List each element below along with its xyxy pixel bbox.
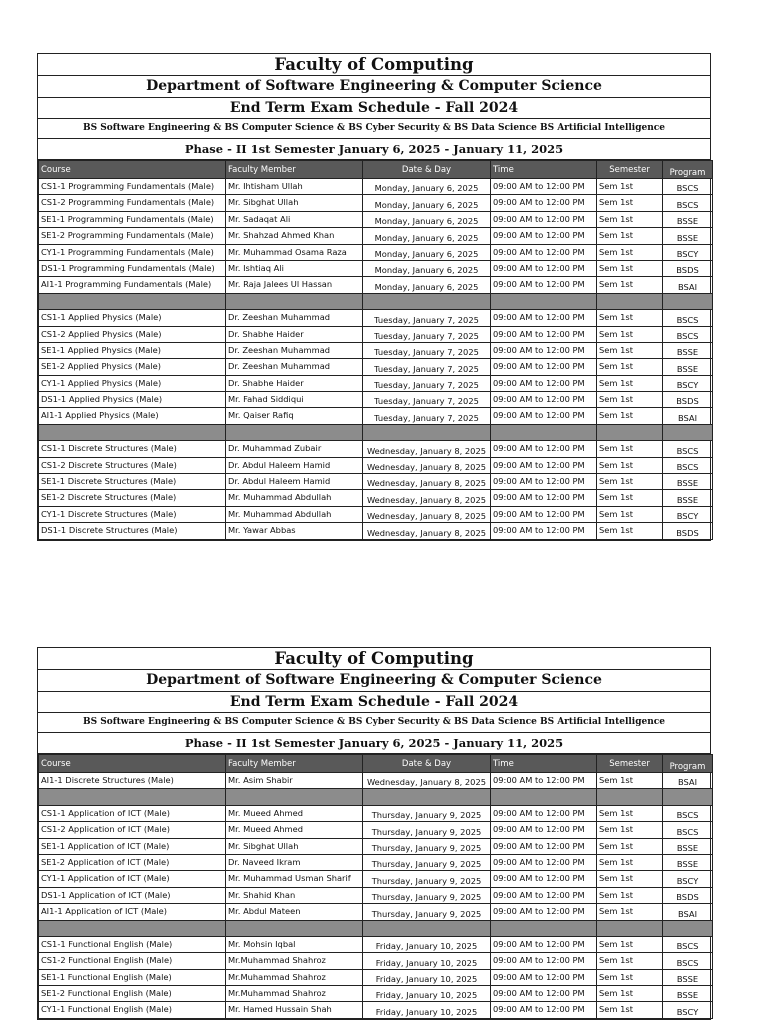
date-cell: Thursday, January 9, 2025: [363, 838, 491, 854]
separator-cell: [597, 424, 663, 440]
course-cell: DS1-1 Applied Physics (Male): [39, 392, 226, 408]
faculty-cell: Mr. Mueed Ahmed: [226, 805, 363, 821]
date-cell: Tuesday, January 7, 2025: [363, 310, 491, 326]
semester-cell: Sem 1st: [597, 474, 663, 490]
semester-cell: Sem 1st: [597, 506, 663, 522]
table-row: [39, 1002, 713, 1018]
course-cell: CS1-1 Applied Physics (Male): [39, 310, 226, 326]
faculty-cell: Dr. Zeeshan Muhammad: [226, 359, 363, 375]
faculty-cell: Mr. Sibghat Ullah: [226, 838, 363, 854]
time-cell: 09:00 AM to 12:00 PM: [491, 326, 597, 342]
separator-cell: [363, 789, 491, 805]
faculty-title: Faculty of Computing: [38, 648, 710, 670]
col-faculty: Faculty Member: [226, 755, 363, 773]
course-cell: CY1-1 Application of ICT (Male): [39, 871, 226, 887]
faculty-cell: Mr. Raja Jalees Ul Hassan: [226, 277, 363, 293]
faculty-cell: Mr.Muhammad Shahroz: [226, 986, 363, 1002]
semester-cell: Sem 1st: [597, 490, 663, 506]
table-row: [39, 326, 713, 342]
program-cell: BSSE: [663, 342, 713, 358]
table-row: [39, 441, 713, 457]
program-cell: BSDS: [663, 523, 713, 539]
date-cell: Tuesday, January 7, 2025: [363, 408, 491, 424]
separator-cell: [39, 293, 226, 309]
table-row: [39, 969, 713, 985]
separator-cell: [226, 789, 363, 805]
time-cell: 09:00 AM to 12:00 PM: [491, 1002, 597, 1018]
date-cell: Wednesday, January 8, 2025: [363, 490, 491, 506]
table-row: [39, 408, 713, 424]
course-cell: CY1-1 Programming Fundamentals (Male): [39, 244, 226, 260]
separator-cell: [663, 293, 713, 309]
course-cell: CS1-1 Programming Fundamentals (Male): [39, 179, 226, 195]
program-cell: BSDS: [663, 260, 713, 276]
department-title: Department of Software Engineering & Computer Science: [38, 76, 710, 98]
separator-row: [39, 293, 713, 309]
program-cell: BSCY: [663, 1002, 713, 1018]
semester-cell: Sem 1st: [597, 392, 663, 408]
program-cell: BSCY: [663, 871, 713, 887]
table-row: [39, 392, 713, 408]
date-cell: Wednesday, January 8, 2025: [363, 773, 491, 789]
date-cell: Monday, January 6, 2025: [363, 179, 491, 195]
time-cell: 09:00 AM to 12:00 PM: [491, 986, 597, 1002]
faculty-cell: Dr. Abdul Haleem Hamid: [226, 457, 363, 473]
schedule-title: End Term Exam Schedule - Fall 2024: [38, 692, 710, 713]
faculty-cell: Mr. Ishtiaq Ali: [226, 260, 363, 276]
date-cell: Friday, January 10, 2025: [363, 936, 491, 952]
faculty-cell: Mr. Shahzad Ahmed Khan: [226, 228, 363, 244]
faculty-cell: Dr. Abdul Haleem Hamid: [226, 474, 363, 490]
semester-cell: Sem 1st: [597, 871, 663, 887]
time-cell: 09:00 AM to 12:00 PM: [491, 310, 597, 326]
table-header-row: [39, 161, 713, 179]
faculty-cell: Mr. Muhammad Osama Raza: [226, 244, 363, 260]
program-cell: BSAI: [663, 277, 713, 293]
semester-cell: Sem 1st: [597, 244, 663, 260]
time-cell: 09:00 AM to 12:00 PM: [491, 457, 597, 473]
table-row: [39, 822, 713, 838]
course-cell: SE1-1 Application of ICT (Male): [39, 838, 226, 854]
course-cell: SE1-1 Discrete Structures (Male): [39, 474, 226, 490]
date-cell: Thursday, January 9, 2025: [363, 854, 491, 870]
separator-cell: [663, 789, 713, 805]
table-row: [39, 375, 713, 391]
time-cell: 09:00 AM to 12:00 PM: [491, 822, 597, 838]
time-cell: 09:00 AM to 12:00 PM: [491, 392, 597, 408]
phase-line: Phase - II 1st Semester January 6, 2025 - January 11, 2025: [38, 733, 710, 754]
date-cell: Monday, January 6, 2025: [363, 195, 491, 211]
separator-row: [39, 920, 713, 936]
semester-cell: Sem 1st: [597, 342, 663, 358]
time-cell: 09:00 AM to 12:00 PM: [491, 195, 597, 211]
course-cell: AI1-1 Application of ICT (Male): [39, 904, 226, 920]
date-cell: Tuesday, January 7, 2025: [363, 326, 491, 342]
semester-cell: Sem 1st: [597, 228, 663, 244]
time-cell: 09:00 AM to 12:00 PM: [491, 277, 597, 293]
semester-cell: Sem 1st: [597, 822, 663, 838]
time-cell: 09:00 AM to 12:00 PM: [491, 441, 597, 457]
faculty-cell: Mr. Fahad Siddiqui: [226, 392, 363, 408]
separator-cell: [226, 920, 363, 936]
separator-cell: [491, 293, 597, 309]
semester-cell: Sem 1st: [597, 887, 663, 903]
table-row: [39, 523, 713, 539]
table-row: [39, 195, 713, 211]
time-cell: 09:00 AM to 12:00 PM: [491, 887, 597, 903]
table-row: [39, 179, 713, 195]
program-cell: BSCS: [663, 326, 713, 342]
table-row: [39, 506, 713, 522]
table-row: [39, 457, 713, 473]
course-cell: CS1-2 Discrete Structures (Male): [39, 457, 226, 473]
time-cell: 09:00 AM to 12:00 PM: [491, 342, 597, 358]
course-cell: SE1-1 Applied Physics (Male): [39, 342, 226, 358]
faculty-cell: Mr. Muhammad Usman Sharif: [226, 871, 363, 887]
table-row: [39, 211, 713, 227]
course-cell: CS1-1 Functional English (Male): [39, 936, 226, 952]
separator-cell: [363, 293, 491, 309]
program-cell: BSDS: [663, 392, 713, 408]
semester-cell: Sem 1st: [597, 854, 663, 870]
time-cell: 09:00 AM to 12:00 PM: [491, 523, 597, 539]
program-cell: BSSE: [663, 228, 713, 244]
separator-cell: [226, 293, 363, 309]
faculty-cell: Mr. Shahid Khan: [226, 887, 363, 903]
table-row: [39, 490, 713, 506]
semester-cell: Sem 1st: [597, 277, 663, 293]
separator-row: [39, 424, 713, 440]
faculty-cell: Mr. Yawar Abbas: [226, 523, 363, 539]
table-row: [39, 244, 713, 260]
time-cell: 09:00 AM to 12:00 PM: [491, 244, 597, 260]
program-cell: BSCS: [663, 953, 713, 969]
faculty-cell: Mr. Muhammad Abdullah: [226, 490, 363, 506]
course-cell: AI1-1 Discrete Structures (Male): [39, 773, 226, 789]
program-cell: BSAI: [663, 773, 713, 789]
time-cell: 09:00 AM to 12:00 PM: [491, 838, 597, 854]
faculty-cell: Mr. Sadaqat Ali: [226, 211, 363, 227]
semester-cell: Sem 1st: [597, 1002, 663, 1018]
course-cell: CS1-2 Programming Fundamentals (Male): [39, 195, 226, 211]
faculty-cell: Mr. Muhammad Abdullah: [226, 506, 363, 522]
faculty-cell: Dr. Shabhe Haider: [226, 326, 363, 342]
time-cell: 09:00 AM to 12:00 PM: [491, 773, 597, 789]
separator-cell: [39, 920, 226, 936]
time-cell: 09:00 AM to 12:00 PM: [491, 871, 597, 887]
separator-cell: [597, 920, 663, 936]
table-row: [39, 277, 713, 293]
semester-cell: Sem 1st: [597, 375, 663, 391]
faculty-cell: Mr. Asim Shabir: [226, 773, 363, 789]
faculty-cell: Dr. Zeeshan Muhammad: [226, 310, 363, 326]
semester-cell: Sem 1st: [597, 326, 663, 342]
faculty-cell: Mr. Mohsin Iqbal: [226, 936, 363, 952]
course-cell: CY1-1 Applied Physics (Male): [39, 375, 226, 391]
faculty-cell: Mr. Abdul Mateen: [226, 904, 363, 920]
semester-cell: Sem 1st: [597, 179, 663, 195]
semester-cell: Sem 1st: [597, 953, 663, 969]
separator-cell: [363, 424, 491, 440]
table-row: [39, 359, 713, 375]
date-cell: Wednesday, January 8, 2025: [363, 474, 491, 490]
semester-cell: Sem 1st: [597, 523, 663, 539]
date-cell: Thursday, January 9, 2025: [363, 805, 491, 821]
date-cell: Friday, January 10, 2025: [363, 953, 491, 969]
course-cell: CS1-1 Application of ICT (Male): [39, 805, 226, 821]
time-cell: 09:00 AM to 12:00 PM: [491, 359, 597, 375]
course-cell: AI1-1 Applied Physics (Male): [39, 408, 226, 424]
semester-cell: Sem 1st: [597, 211, 663, 227]
schedule-table: [38, 754, 713, 1019]
separator-cell: [663, 920, 713, 936]
separator-cell: [663, 424, 713, 440]
separator-cell: [597, 293, 663, 309]
table-row: [39, 310, 713, 326]
semester-cell: Sem 1st: [597, 359, 663, 375]
program-cell: BSSE: [663, 211, 713, 227]
program-cell: BSCY: [663, 375, 713, 391]
table-row: [39, 838, 713, 854]
faculty-cell: Dr. Muhammad Zubair: [226, 441, 363, 457]
program-cell: BSSE: [663, 474, 713, 490]
table-row: [39, 953, 713, 969]
time-cell: 09:00 AM to 12:00 PM: [491, 260, 597, 276]
department-title: Department of Software Engineering & Computer Science: [38, 670, 710, 692]
course-cell: CS1-2 Applied Physics (Male): [39, 326, 226, 342]
table-row: [39, 986, 713, 1002]
course-cell: CY1-1 Functional English (Male): [39, 1002, 226, 1018]
table-header-row: [39, 755, 713, 773]
faculty-cell: Mr. Mueed Ahmed: [226, 822, 363, 838]
table-row: [39, 887, 713, 903]
table-row: [39, 342, 713, 358]
time-cell: 09:00 AM to 12:00 PM: [491, 969, 597, 985]
course-cell: SE1-1 Functional English (Male): [39, 969, 226, 985]
program-cell: BSAI: [663, 904, 713, 920]
program-cell: BSSE: [663, 986, 713, 1002]
semester-cell: Sem 1st: [597, 838, 663, 854]
time-cell: 09:00 AM to 12:00 PM: [491, 936, 597, 952]
table-row: [39, 854, 713, 870]
date-cell: Friday, January 10, 2025: [363, 986, 491, 1002]
schedule-table: [38, 160, 713, 540]
date-cell: Wednesday, January 8, 2025: [363, 506, 491, 522]
course-cell: SE1-2 Applied Physics (Male): [39, 359, 226, 375]
time-cell: 09:00 AM to 12:00 PM: [491, 506, 597, 522]
separator-cell: [491, 424, 597, 440]
program-cell: BSCS: [663, 195, 713, 211]
semester-cell: Sem 1st: [597, 986, 663, 1002]
course-cell: CY1-1 Discrete Structures (Male): [39, 506, 226, 522]
separator-cell: [491, 789, 597, 805]
date-cell: Thursday, January 9, 2025: [363, 887, 491, 903]
phase-line: Phase - II 1st Semester January 6, 2025 - January 11, 2025: [38, 139, 710, 160]
date-cell: Monday, January 6, 2025: [363, 244, 491, 260]
separator-row: [39, 789, 713, 805]
semester-cell: Sem 1st: [597, 904, 663, 920]
table-row: [39, 228, 713, 244]
course-cell: DS1-1 Application of ICT (Male): [39, 887, 226, 903]
faculty-cell: Mr.Muhammad Shahroz: [226, 953, 363, 969]
time-cell: 09:00 AM to 12:00 PM: [491, 854, 597, 870]
separator-cell: [491, 920, 597, 936]
course-cell: SE1-2 Functional English (Male): [39, 986, 226, 1002]
course-cell: CS1-2 Functional English (Male): [39, 953, 226, 969]
program-cell: BSCS: [663, 441, 713, 457]
programs-line: BS Software Engineering & BS Computer Science & BS Cyber Security & BS Data Science BS Artificial Intelligence: [38, 119, 710, 139]
date-cell: Wednesday, January 8, 2025: [363, 457, 491, 473]
semester-cell: Sem 1st: [597, 441, 663, 457]
time-cell: 09:00 AM to 12:00 PM: [491, 408, 597, 424]
course-cell: AI1-1 Programming Fundamentals (Male): [39, 277, 226, 293]
col-program: Program: [663, 755, 713, 773]
time-cell: 09:00 AM to 12:00 PM: [491, 228, 597, 244]
semester-cell: Sem 1st: [597, 260, 663, 276]
time-cell: 09:00 AM to 12:00 PM: [491, 953, 597, 969]
col-semester: Semester: [597, 755, 663, 773]
schedule-title: End Term Exam Schedule - Fall 2024: [38, 98, 710, 119]
separator-cell: [39, 789, 226, 805]
programs-line: BS Software Engineering & BS Computer Science & BS Cyber Security & BS Data Science BS Artificial Intelligence: [38, 713, 710, 733]
semester-cell: Sem 1st: [597, 936, 663, 952]
date-cell: Wednesday, January 8, 2025: [363, 523, 491, 539]
date-cell: Tuesday, January 7, 2025: [363, 342, 491, 358]
col-faculty: Faculty Member: [226, 161, 363, 179]
semester-cell: Sem 1st: [597, 195, 663, 211]
table-row: [39, 936, 713, 952]
program-cell: BSSE: [663, 490, 713, 506]
program-cell: BSAI: [663, 408, 713, 424]
course-cell: SE1-1 Programming Fundamentals (Male): [39, 211, 226, 227]
program-cell: BSSE: [663, 359, 713, 375]
date-cell: Friday, January 10, 2025: [363, 969, 491, 985]
table-row: [39, 260, 713, 276]
col-date: Date & Day: [363, 755, 491, 773]
table-row: [39, 871, 713, 887]
date-cell: Monday, January 6, 2025: [363, 277, 491, 293]
semester-cell: Sem 1st: [597, 805, 663, 821]
program-cell: BSCS: [663, 179, 713, 195]
faculty-cell: Mr. Ihtisham Ullah: [226, 179, 363, 195]
program-cell: BSCY: [663, 506, 713, 522]
course-cell: DS1-1 Programming Fundamentals (Male): [39, 260, 226, 276]
program-cell: BSSE: [663, 969, 713, 985]
faculty-cell: Dr. Zeeshan Muhammad: [226, 342, 363, 358]
course-cell: CS1-1 Discrete Structures (Male): [39, 441, 226, 457]
semester-cell: Sem 1st: [597, 408, 663, 424]
program-cell: BSCS: [663, 457, 713, 473]
program-cell: BSSE: [663, 838, 713, 854]
date-cell: Tuesday, January 7, 2025: [363, 359, 491, 375]
table-row: [39, 805, 713, 821]
time-cell: 09:00 AM to 12:00 PM: [491, 904, 597, 920]
program-cell: BSDS: [663, 887, 713, 903]
course-cell: SE1-2 Application of ICT (Male): [39, 854, 226, 870]
table-row: [39, 773, 713, 789]
time-cell: 09:00 AM to 12:00 PM: [491, 179, 597, 195]
date-cell: Tuesday, January 7, 2025: [363, 392, 491, 408]
faculty-cell: Dr. Shabhe Haider: [226, 375, 363, 391]
date-cell: Monday, January 6, 2025: [363, 260, 491, 276]
date-cell: Thursday, January 9, 2025: [363, 871, 491, 887]
date-cell: Thursday, January 9, 2025: [363, 904, 491, 920]
date-cell: Monday, January 6, 2025: [363, 228, 491, 244]
date-cell: Wednesday, January 8, 2025: [363, 441, 491, 457]
separator-cell: [39, 424, 226, 440]
table-row: [39, 904, 713, 920]
time-cell: 09:00 AM to 12:00 PM: [491, 490, 597, 506]
program-cell: BSCS: [663, 936, 713, 952]
date-cell: Monday, January 6, 2025: [363, 211, 491, 227]
semester-cell: Sem 1st: [597, 457, 663, 473]
date-cell: Friday, January 10, 2025: [363, 1002, 491, 1018]
course-cell: SE1-2 Programming Fundamentals (Male): [39, 228, 226, 244]
time-cell: 09:00 AM to 12:00 PM: [491, 211, 597, 227]
col-time: Time: [491, 755, 597, 773]
faculty-cell: Mr. Sibghat Ullah: [226, 195, 363, 211]
schedule-sheet-1: [37, 53, 711, 541]
col-course: Course: [39, 161, 226, 179]
date-cell: Tuesday, January 7, 2025: [363, 375, 491, 391]
col-course: Course: [39, 755, 226, 773]
time-cell: 09:00 AM to 12:00 PM: [491, 375, 597, 391]
separator-cell: [226, 424, 363, 440]
program-cell: BSCS: [663, 310, 713, 326]
separator-cell: [363, 920, 491, 936]
faculty-cell: Mr.Muhammad Shahroz: [226, 969, 363, 985]
program-cell: BSCY: [663, 244, 713, 260]
date-cell: Thursday, January 9, 2025: [363, 822, 491, 838]
course-cell: SE1-2 Discrete Structures (Male): [39, 490, 226, 506]
col-date: Date & Day: [363, 161, 491, 179]
table-row: [39, 474, 713, 490]
time-cell: 09:00 AM to 12:00 PM: [491, 474, 597, 490]
faculty-cell: Dr. Naveed Ikram: [226, 854, 363, 870]
faculty-cell: Mr. Hamed Hussain Shah: [226, 1002, 363, 1018]
semester-cell: Sem 1st: [597, 773, 663, 789]
schedule-sheet-2: [37, 647, 711, 1020]
col-program: Program: [663, 161, 713, 179]
program-cell: BSSE: [663, 854, 713, 870]
course-cell: DS1-1 Discrete Structures (Male): [39, 523, 226, 539]
semester-cell: Sem 1st: [597, 310, 663, 326]
program-cell: BSCS: [663, 805, 713, 821]
faculty-cell: Mr. Qaiser Rafiq: [226, 408, 363, 424]
col-semester: Semester: [597, 161, 663, 179]
separator-cell: [597, 789, 663, 805]
program-cell: BSCS: [663, 822, 713, 838]
col-time: Time: [491, 161, 597, 179]
semester-cell: Sem 1st: [597, 969, 663, 985]
course-cell: CS1-2 Application of ICT (Male): [39, 822, 226, 838]
time-cell: 09:00 AM to 12:00 PM: [491, 805, 597, 821]
faculty-title: Faculty of Computing: [38, 54, 710, 76]
